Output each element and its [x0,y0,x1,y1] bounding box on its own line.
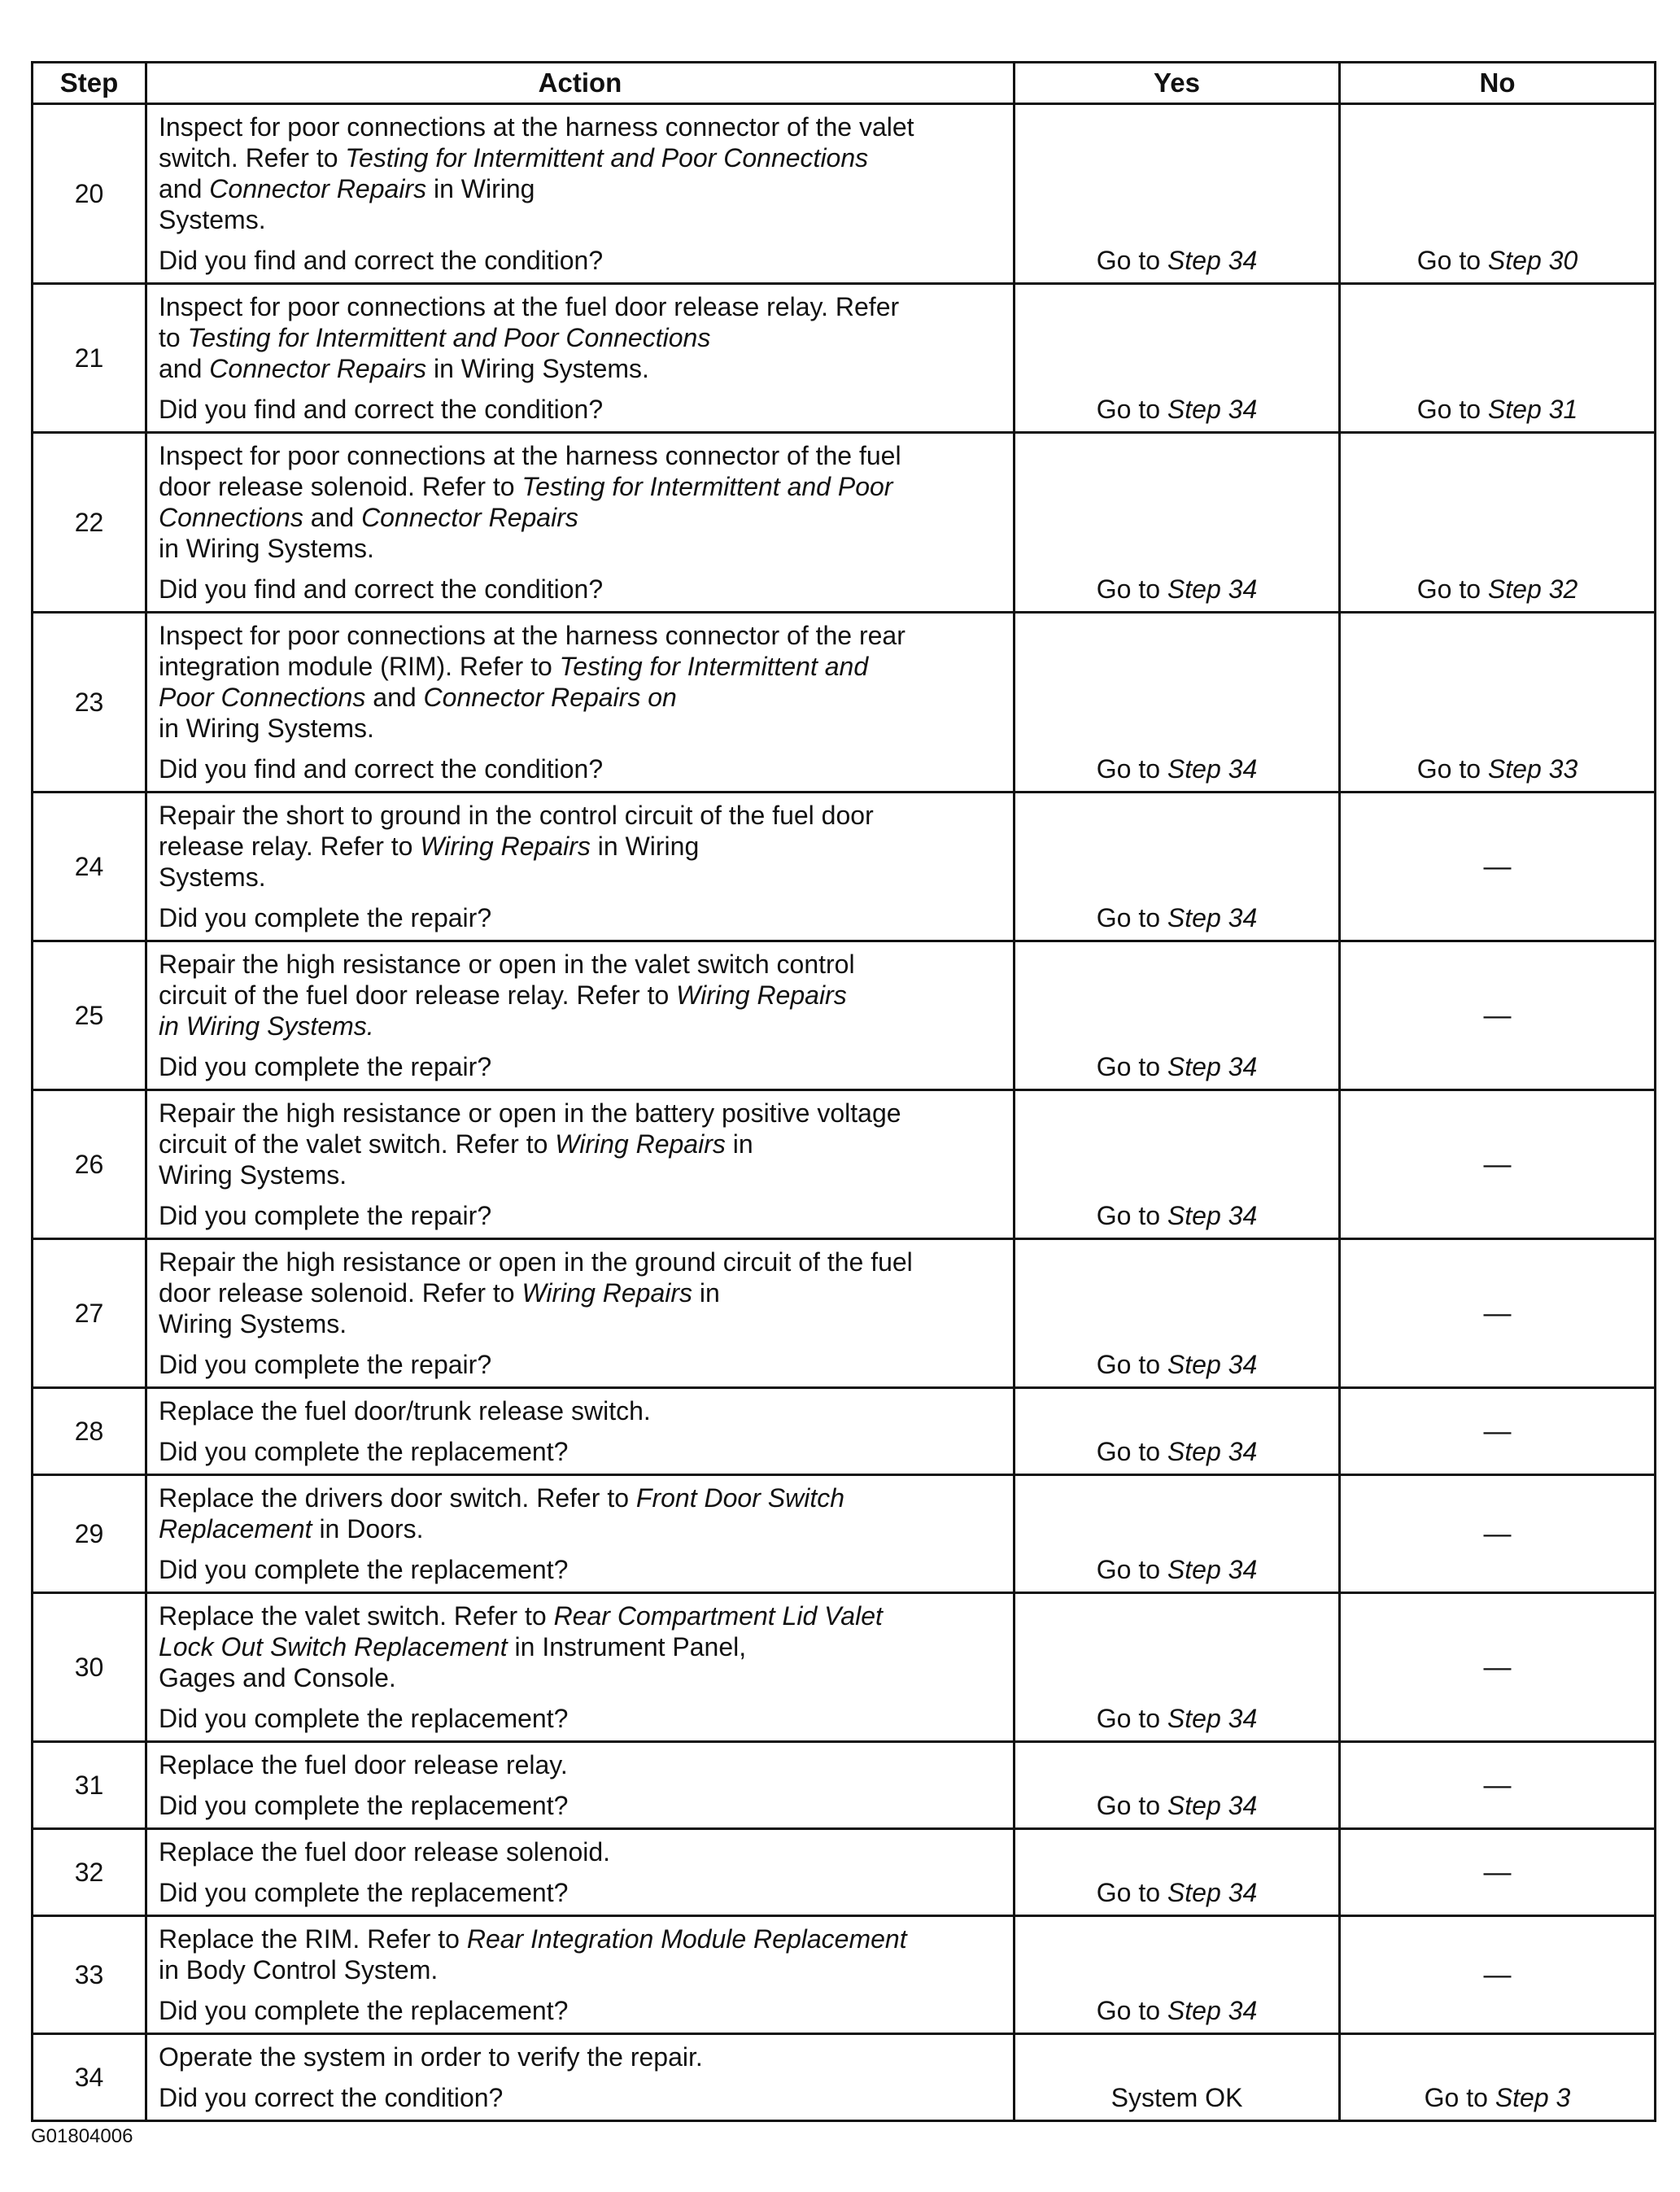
action-text: Replace the drivers door switch. Refer to [159,1483,636,1513]
table-row [33,1829,1656,1916]
step-number: 26 [33,1090,146,1239]
yes-text: Go to [1096,395,1167,424]
no-result-none [1340,1916,1656,2034]
action-text: Inspect for poor connections at the harness connector of the fuel door release solenoid. Refer to [159,441,901,501]
yes-text: Go to [1096,574,1167,604]
table-row [33,1916,1656,2034]
table-row [33,1090,1656,1239]
action-question: Did you correct the condition? [159,2083,504,2112]
action-instruction [159,1923,1001,1985]
table-row [33,1475,1656,1593]
action-italic-ref: Wiring Repairs [676,980,847,1010]
yes-italic-ref: Step 34 [1167,246,1258,275]
yes-result [1015,793,1340,941]
no-text: — [1483,1770,1512,1801]
no-text: — [1483,1000,1512,1031]
action-instruction [159,1749,1001,1780]
action-question: Did you complete the repair? [159,1052,492,1081]
action-text: Inspect for poor connections at the fuel door release relay. Refer to [159,292,900,352]
yes-italic-ref: Step 34 [1167,574,1258,604]
action-instruction [159,1600,1001,1693]
header-action: Action [146,63,1015,104]
action-cell [146,433,1015,613]
action-cell [146,1239,1015,1388]
action-text: Replace the fuel door release relay. [159,1750,568,1779]
action-cell [146,1475,1015,1593]
action-cell [146,1090,1015,1239]
yes-italic-ref: Step 34 [1167,903,1258,932]
no-result [1340,2034,1656,2121]
table-row [33,2034,1656,2121]
table-body [33,104,1656,2121]
step-number: 27 [33,1239,146,1388]
no-text: — [1483,1518,1512,1549]
yes-result [1015,1475,1340,1593]
action-question: Did you complete the replacement? [159,1437,569,1466]
table-header-row [33,63,1656,104]
yes-italic-ref: Step 34 [1167,1555,1258,1584]
yes-result [1015,1090,1340,1239]
no-text: — [1483,1959,1512,1990]
action-cell [146,1916,1015,2034]
action-question: Did you find and correct the condition? [159,395,604,424]
yes-text: Go to [1096,1555,1167,1584]
action-question: Did you find and correct the condition? [159,574,604,604]
action-text: Inspect for poor connections at the harness connector of the rear integration module (RIM). Refer to [159,621,905,681]
action-cell [146,613,1015,793]
table-row [33,793,1656,941]
yes-result [1015,1829,1340,1916]
action-text: and [365,683,424,712]
no-text: Go to [1416,395,1488,424]
yes-text: Go to [1096,903,1167,932]
header-yes: Yes [1015,63,1340,104]
action-text: Inspect for poor connections at the harness connector of the valet switch. Refer to [159,112,914,172]
action-italic-ref: Testing for Intermittent and Poor Connections [345,143,869,172]
action-text: and [303,503,362,532]
yes-text: System OK [1111,2083,1243,2112]
no-italic-ref: Step 31 [1487,395,1578,424]
yes-text: Go to [1096,1791,1167,1820]
action-instruction [159,800,1001,893]
action-cell [146,1593,1015,1742]
step-number: 34 [33,2034,146,2121]
action-text: in Body Control System. [159,1955,439,1985]
action-text: and [159,354,203,383]
yes-text: Go to [1096,1878,1167,1907]
yes-result [1015,2034,1340,2121]
yes-result [1015,1742,1340,1829]
action-question: Did you complete the replacement? [159,1996,569,2025]
step-number: 28 [33,1388,146,1475]
step-number: 31 [33,1742,146,1829]
yes-italic-ref: Step 34 [1167,1996,1258,2025]
yes-text: Go to [1096,1437,1167,1466]
action-text: in Instrument Panel, Gages and Console. [159,1632,747,1692]
step-number: 33 [33,1916,146,2034]
no-result [1340,104,1656,284]
yes-result [1015,613,1340,793]
action-instruction [159,1098,1001,1190]
action-text: Repair the high resistance or open in the valet switch control circuit of the fuel door release relay. Refer to [159,950,855,1010]
no-result-none [1340,1829,1656,1916]
yes-italic-ref: Step 34 [1167,1704,1258,1733]
yes-italic-ref: Step 34 [1167,1878,1258,1907]
action-instruction [159,620,1001,744]
action-italic-ref: Connector Repairs [361,503,578,532]
yes-italic-ref: Step 34 [1167,1791,1258,1820]
action-text: in Wiring Systems. [159,1278,720,1338]
no-result-none [1340,1388,1656,1475]
table-row [33,104,1656,284]
no-result-none [1340,793,1656,941]
action-italic-ref: Front Door Switch Replacement [159,1483,844,1544]
action-italic-ref: Wiring Repairs [555,1129,726,1159]
no-text: Go to [1424,2083,1495,2112]
no-text: — [1483,1149,1512,1180]
action-italic-ref: Connector Repairs on [423,683,677,712]
no-text: — [1483,1652,1512,1683]
action-text: Operate the system in order to verify the repair. [159,2042,703,2072]
action-instruction [159,111,1001,235]
yes-italic-ref: Step 34 [1167,1350,1258,1379]
no-result-none [1340,1593,1656,1742]
yes-result [1015,1916,1340,2034]
yes-italic-ref: Step 34 [1167,754,1258,784]
table-row [33,1388,1656,1475]
action-text: Repair the high resistance or open in the ground circuit of the fuel door release solenoid. Refer to [159,1247,913,1308]
no-text: — [1483,1857,1512,1888]
no-result-none [1340,1475,1656,1593]
action-instruction [159,1482,1001,1544]
yes-result [1015,1593,1340,1742]
yes-italic-ref: Step 34 [1167,395,1258,424]
action-italic-ref: Testing for Intermittent and Poor Connections [159,652,869,712]
no-text: — [1483,1298,1512,1329]
action-question: Did you complete the replacement? [159,1555,569,1584]
step-number: 25 [33,941,146,1090]
action-question: Did you complete the repair? [159,1350,492,1379]
no-text: — [1483,1416,1512,1447]
action-italic-ref: Wiring Repairs [521,1278,693,1308]
no-italic-ref: Step 33 [1487,754,1578,784]
action-text: in Wiring Systems. [426,354,649,383]
yes-text: Go to [1096,754,1167,784]
action-text: in Wiring Systems. [159,174,535,234]
figure-code: G01804006 [31,2125,133,2147]
action-question: Did you find and correct the condition? [159,754,604,784]
action-italic-ref: in Wiring Systems. [159,1011,374,1041]
header-no: No [1340,63,1656,104]
no-result-none [1340,1239,1656,1388]
yes-result [1015,1239,1340,1388]
step-number: 29 [33,1475,146,1593]
action-italic-ref: Connector Repairs [209,354,427,383]
action-instruction [159,949,1001,1041]
action-text: Replace the fuel door release solenoid. [159,1837,611,1867]
action-text: in Doors. [312,1514,424,1544]
yes-result [1015,941,1340,1090]
step-number: 23 [33,613,146,793]
no-result [1340,433,1656,613]
action-cell [146,1829,1015,1916]
yes-italic-ref: Step 34 [1167,1052,1258,1081]
step-number: 22 [33,433,146,613]
action-instruction [159,440,1001,564]
yes-text: Go to [1096,1996,1167,2025]
yes-text: Go to [1096,246,1167,275]
yes-result [1015,284,1340,433]
action-cell [146,793,1015,941]
step-number: 21 [33,284,146,433]
yes-text: Go to [1096,1201,1167,1230]
yes-italic-ref: Step 34 [1167,1437,1258,1466]
action-cell [146,104,1015,284]
action-italic-ref: Testing for Intermittent and Poor Connections [187,323,711,352]
action-question: Did you complete the repair? [159,1201,492,1230]
action-text: Repair the short to ground in the control circuit of the fuel door release relay. Refer to [159,801,874,861]
action-instruction [159,1247,1001,1339]
action-cell [146,2034,1015,2121]
action-text: Replace the RIM. Refer to [159,1924,467,1954]
action-text: in Wiring Systems. [159,1129,753,1190]
no-italic-ref: Step 32 [1487,574,1578,604]
no-italic-ref: Step 3 [1495,2083,1571,2112]
action-text: Replace the valet switch. Refer to [159,1601,554,1631]
action-text: in Wiring Systems. [159,832,700,892]
table-row [33,613,1656,793]
action-italic-ref: Wiring Repairs [420,832,591,861]
action-cell [146,284,1015,433]
yes-result [1015,433,1340,613]
no-result [1340,613,1656,793]
step-number: 20 [33,104,146,284]
no-text: Go to [1416,574,1488,604]
no-result [1340,284,1656,433]
step-number: 24 [33,793,146,941]
action-question: Did you complete the replacement? [159,1704,569,1733]
action-text: in Wiring Systems. [159,714,374,743]
yes-text: Go to [1096,1052,1167,1081]
action-italic-ref: Testing for Intermittent and Poor Connections [159,472,893,532]
action-italic-ref: Rear Compartment Lid Valet Lock Out Switch Replacement [159,1601,883,1661]
action-question: Did you complete the replacement? [159,1878,569,1907]
action-cell [146,1388,1015,1475]
action-text: Replace the fuel door/trunk release switch. [159,1396,651,1426]
table-row [33,433,1656,613]
table-row [33,1742,1656,1829]
table-row [33,1239,1656,1388]
no-italic-ref: Step 30 [1487,246,1578,275]
action-instruction [159,291,1001,384]
yes-text: Go to [1096,1350,1167,1379]
action-instruction [159,2041,1001,2072]
action-text: in Wiring Systems. [159,534,374,563]
step-number: 32 [33,1829,146,1916]
action-question: Did you complete the replacement? [159,1791,569,1820]
table-row [33,941,1656,1090]
action-text: and [159,174,203,203]
diagnostic-table [31,61,1656,2122]
action-italic-ref: Rear Integration Module Replacement [466,1924,907,1954]
yes-text: Go to [1096,1704,1167,1733]
no-text: Go to [1416,754,1488,784]
no-result-none [1340,1742,1656,1829]
action-question: Did you find and correct the condition? [159,246,604,275]
action-italic-ref: Connector Repairs [209,174,427,203]
table-row [33,1593,1656,1742]
header-step: Step [33,63,146,104]
no-result-none [1340,1090,1656,1239]
table-row [33,284,1656,433]
no-result-none [1340,941,1656,1090]
action-text: Repair the high resistance or open in the battery positive voltage circuit of the valet switch. Refer to [159,1098,901,1159]
yes-result [1015,1388,1340,1475]
action-instruction [159,1395,1001,1426]
action-instruction [159,1836,1001,1867]
no-text: — [1483,851,1512,882]
action-cell [146,941,1015,1090]
yes-italic-ref: Step 34 [1167,1201,1258,1230]
yes-result [1015,104,1340,284]
action-question: Did you complete the repair? [159,903,492,932]
no-text: Go to [1416,246,1488,275]
action-cell [146,1742,1015,1829]
step-number: 30 [33,1593,146,1742]
